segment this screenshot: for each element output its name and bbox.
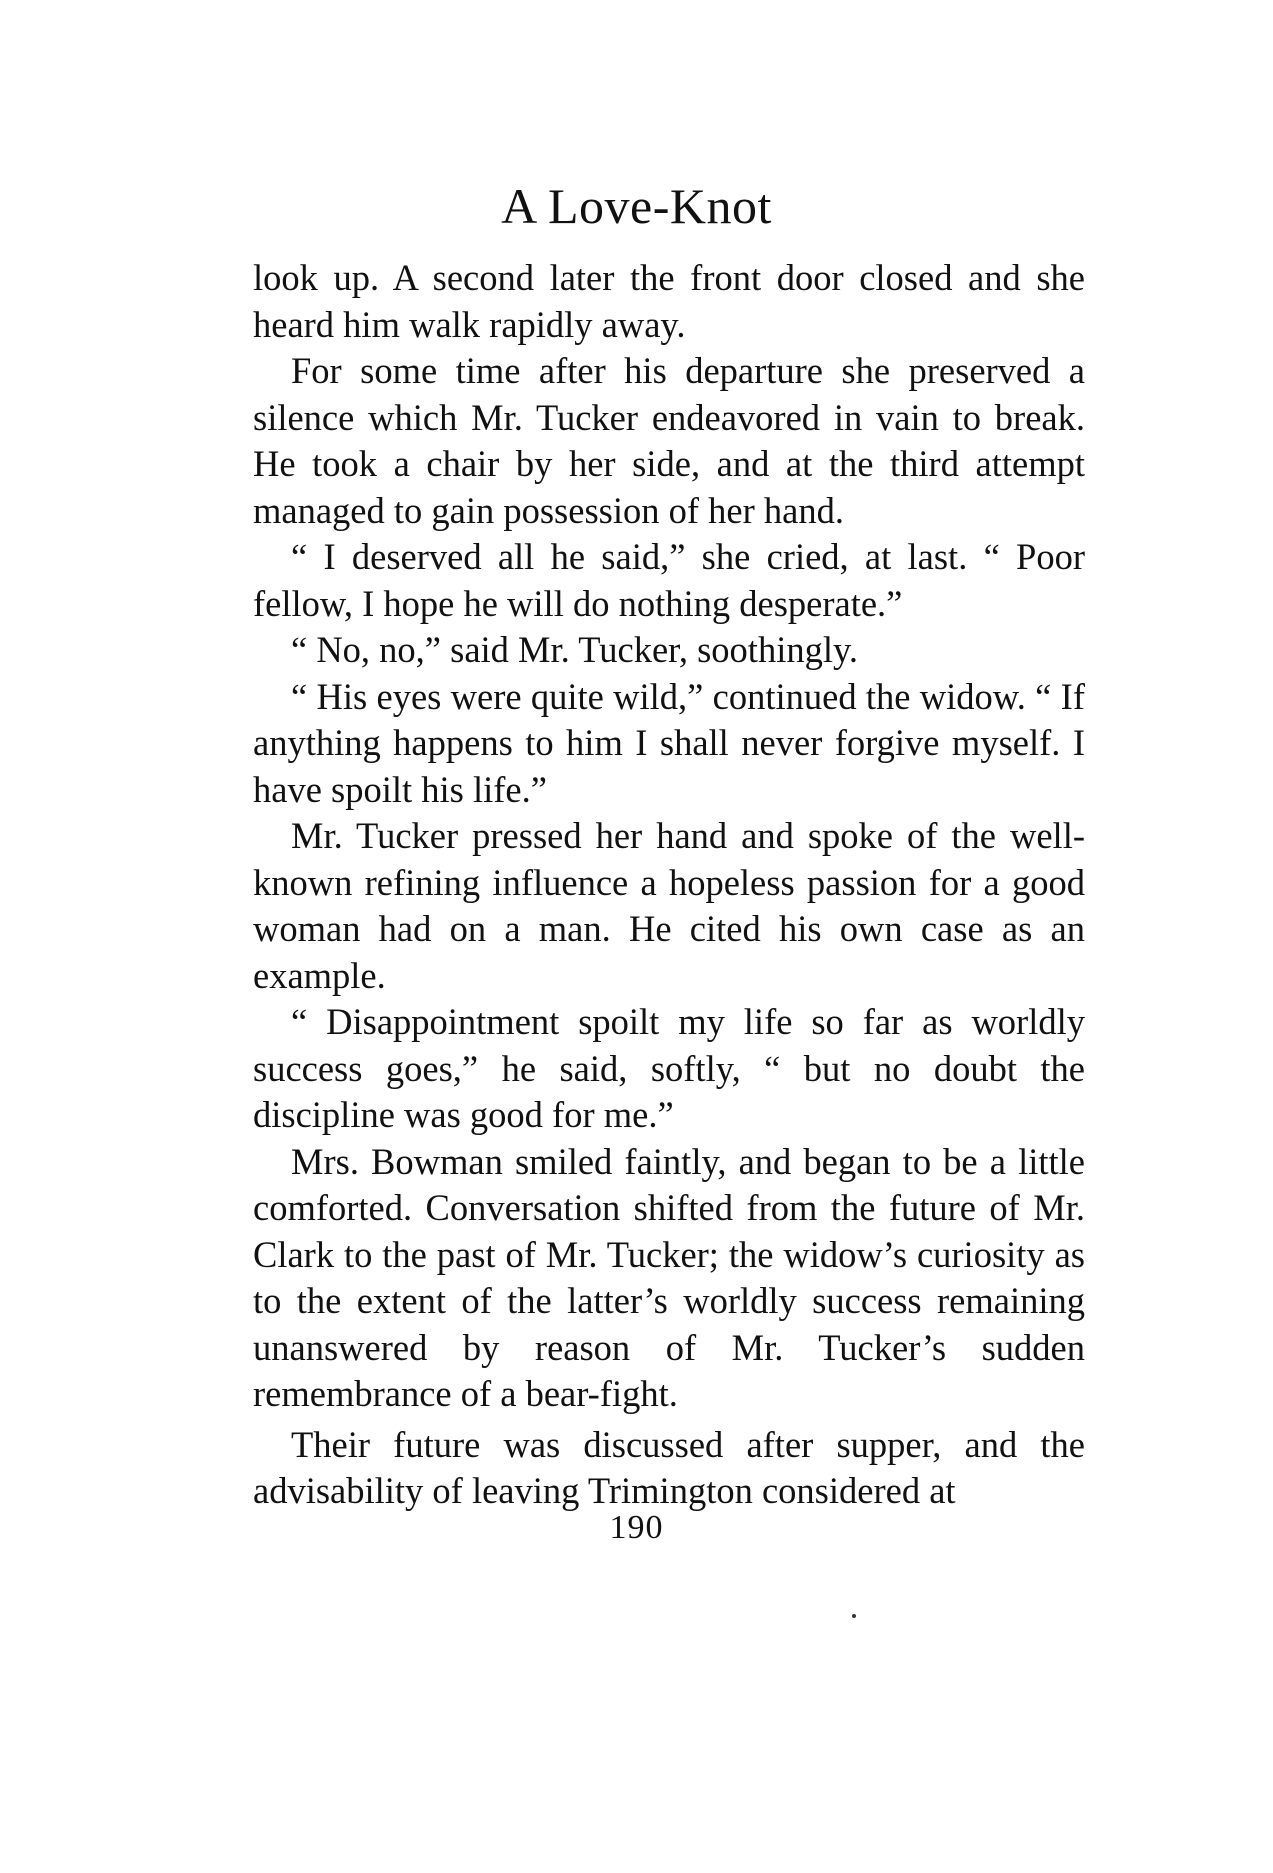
paragraph: “ No, no,” said Mr. Tucker, soothingly. [291,629,858,670]
paragraph: Mr. Tucker pressed her hand and spoke of the well-known refining influence a hopeless passion for a good woman had on a man. He cited his own case as an example. [253,815,1085,996]
paragraph: look up. A second later the front door closed and she heard him walk rapidly away. [253,257,1085,345]
paragraph: Their future was discussed after supper, and the advisability of leaving Trimington considered at [253,1423,1085,1511]
page-number: 190 [609,1509,664,1546]
paragraph: “ I deserved all he said,” she cried, at last. “ Poor fellow, I hope he will do nothing desperate.” [253,536,1085,624]
paragraph: “ His eyes were quite wild,” continued the widow. “ If anything happens to him I shall never forgive myself. I have spoilt his life.” [253,675,1085,810]
ink-speck [852,1614,856,1618]
paragraph: “ Disappointment spoilt my life so far as worldly success goes,” he said, softly, “ but no doubt the discipline was good for me.” [253,1001,1085,1135]
body-text [253,255,1085,1515]
running-head: A Love-Knot [501,178,772,234]
paragraph: For some time after his departure she preserved a silence which Mr. Tucker endeavored in vain to break. He took a chair by her side, and at the third attempt managed to gain possession of her hand. [253,350,1085,531]
paragraph: Mrs. Bowman smiled faintly, and began to be a little comforted. Conversation shifted from the future of Mr. Clark to the past of Mr. Tucker; the widow’s curiosity as to the extent of the latter’s worldly success remaining unanswered by reason of Mr. Tucker’s sudden remembrance of a bear-fight. [253,1140,1085,1414]
